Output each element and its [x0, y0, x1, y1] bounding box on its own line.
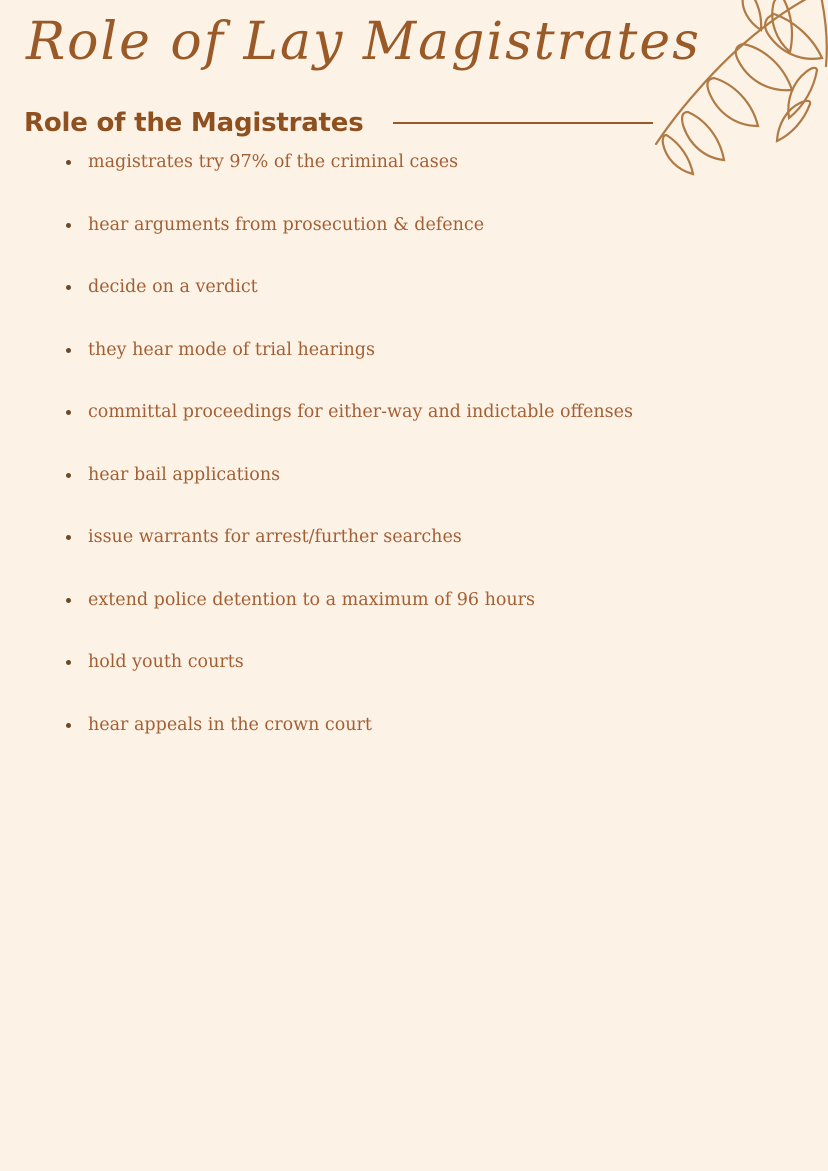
list-item: committal proceedings for either-way and indictable offenses	[60, 402, 820, 423]
list-item: hear appeals in the crown court	[60, 715, 820, 736]
list-item: hear bail applications	[60, 465, 820, 486]
heading-divider	[393, 122, 653, 124]
list-item: issue warrants for arrest/further searches	[60, 527, 820, 548]
list-item: decide on a verdict	[60, 277, 820, 298]
bullet-list	[30, 152, 820, 777]
list-item: they hear mode of trial hearings	[60, 340, 820, 361]
list-item: magistrates try 97% of the criminal cases	[60, 152, 820, 173]
list-item: extend police detention to a maximum of 96 hours	[60, 590, 820, 611]
section-heading: Role of the Magistrates	[24, 108, 364, 138]
list-item: hold youth courts	[60, 652, 820, 673]
list-item: hear arguments from prosecution & defence	[60, 215, 820, 236]
page-title: Role of Lay Magistrates	[26, 12, 701, 72]
section-heading-row	[24, 108, 664, 138]
